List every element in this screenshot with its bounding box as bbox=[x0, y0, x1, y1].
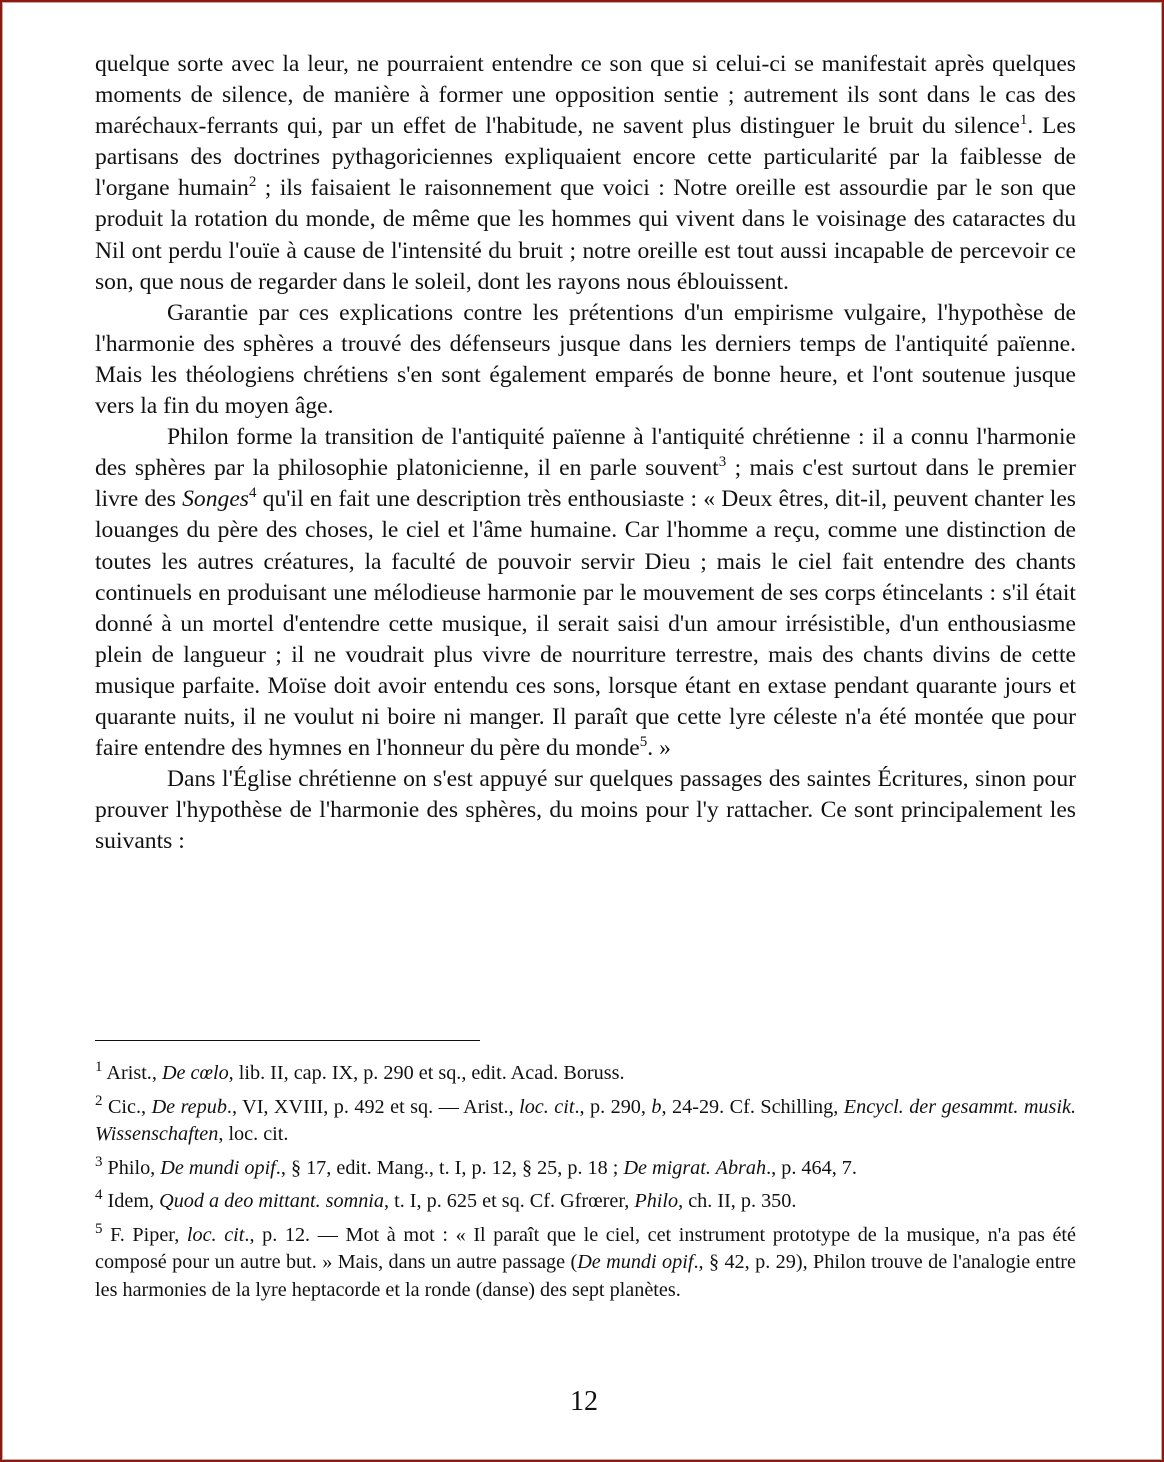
paragraph-3: Philon forme la transition de l'antiquité païenne à l'antiquité chrétienne : il a connu l'harmonie des sphères par la philosophie platonicienne, il en parle souvent$^3$ ; mais c'est surtout dans le premier livre des Songes$^4$ qu'il en fait une description très enthousiaste : « Deux êtres, dit-il, peuvent chanter les louanges du père des choses, le ciel et l'âme humaine. Car l'homme a reçu, comme une distinction de toutes les autres créatures, la faculté de pouvoir servir Dieu ; mais le ciel fait entendre des chants continuels en produisant une mélodieuse harmonie par le mouvement de ses corps étincelants : s'il était donné à un mortel d'entendre cette musique, il serait saisi d'un amour irrésistible, d'un enthousiasme plein de langueur ; il ne voudrait plus vivre de nourriture terrestre, mais des chants divins de cette musique parfaite. Moïse doit avoir entendu ces sons, lorsque étant en extase pendant quarante jours et quarante nuits, il ne voulut ni boire ni manger. Il paraît que cette lyre céleste n'a été montée que pour faire entendre des hymnes en l'honneur du père du monde$^5$. » bbox=[95, 424, 1077, 762]
footnote-1: $^1$ Arist., De cœlo, lib. II, cap. IX, p. 290 et sq., edit. Acad. Boruss. bbox=[95, 1059, 625, 1084]
footnote-ref-4[interactable]: 4 bbox=[248, 485, 257, 502]
footnote-number: 3 bbox=[95, 1153, 103, 1170]
paragraph-2: Garantie par ces explications contre les prétentions d'un empirisme vulgaire, l'hypothèse de l'harmonie des sphères a trouvé des défenseurs jusque dans les derniers temps de l'antiquité païenne. Mais les théologiens chrétiens s'en sont également emparés de bonne heure, et l'ont soutenue jusque vers la fin du moyen âge. bbox=[95, 299, 1076, 420]
main-text bbox=[95, 49, 1076, 857]
footnote-number: 5 bbox=[95, 1220, 103, 1237]
footnote-2: $^2$ Cic., De repub., VI, XVIII, p. 492 et sq. — Arist., loc. cit., p. 290, b, 24-29. Cf. Schilling, Encycl. der gesammt. musik. Wissenschaften, loc. cit. bbox=[95, 1092, 1076, 1145]
footnote-ref-1[interactable]: 1 bbox=[1019, 112, 1028, 129]
footnote-4: $^4$ Idem, Quod a deo mittant. somnia, t. I, p. 625 et sq. Cf. Gfrœrer, Philo, ch. II, p. 350. bbox=[95, 1187, 797, 1212]
page-number: 12 bbox=[570, 1386, 598, 1417]
footnote-number: 4 bbox=[95, 1187, 103, 1203]
footnote-number: 2 bbox=[95, 1092, 103, 1109]
footnote-number: 1 bbox=[95, 1059, 103, 1075]
footnotes bbox=[95, 1060, 1076, 1310]
footnote-ref-3[interactable]: 3 bbox=[718, 454, 727, 471]
footnote-3: $^3$ Philo, De mundi opif., § 17, edit. Mang., t. I, p. 12, § 25, p. 18 ; De migrat. Abrah., p. 464, 7. bbox=[95, 1153, 857, 1179]
paragraph-1: quelque sorte avec la leur, ne pourraient entendre ce son que si celui-ci se manifestait après quelques moments de silence, de manière à former une opposition sentie ; autrement ils sont dans le cas des maréchaux-ferrants qui, par un effet de l'habitude, ne savent plus distinguer le bruit du silence$^1$. Les partisans des doctrines pythagoriciennes expliquaient encore cette particularité par la faiblesse de l'organe humain$^2$ ; ils faisaient le raisonnement que voici : Notre oreille est assourdie par le son que produit la rotation du monde, de même que les hommes qui vivent dans le voisinage des cataractes du Nil ont perdu l'ouïe à cause de l'intensité du bruit ; notre oreille est tout aussi incapable de percevoir ce son, que nous de regarder dans le soleil, dont les rayons nous éblouissent. bbox=[95, 51, 1076, 295]
italic-title: Songes bbox=[182, 486, 249, 513]
paragraph-4: Dans l'Église chrétienne on s'est appuyé sur quelques passages des saintes Écritures, sinon pour prouver l'hypothèse de l'harmonie des sphères, du moins pour l'y rattacher. Ce sont principalement les suivants : bbox=[95, 766, 1076, 855]
footnote-5: $^5$ F. Piper, loc. cit., p. 12. — Mot à mot : « Il paraît que le ciel, cet instrument prototype de la musique, n'a pas été composé pour un autre but. » Mais, dans un autre passage (De mundi opif., § 42, p. 29), Philon trouve de l'analogie entre les harmonies de la lyre heptacorde et la ronde (danse) des sept planètes. bbox=[95, 1220, 1077, 1301]
footnote-ref-5[interactable]: 5 bbox=[639, 734, 648, 751]
footnote-ref-2[interactable]: 2 bbox=[248, 174, 257, 191]
footnote-separator bbox=[95, 1040, 480, 1041]
